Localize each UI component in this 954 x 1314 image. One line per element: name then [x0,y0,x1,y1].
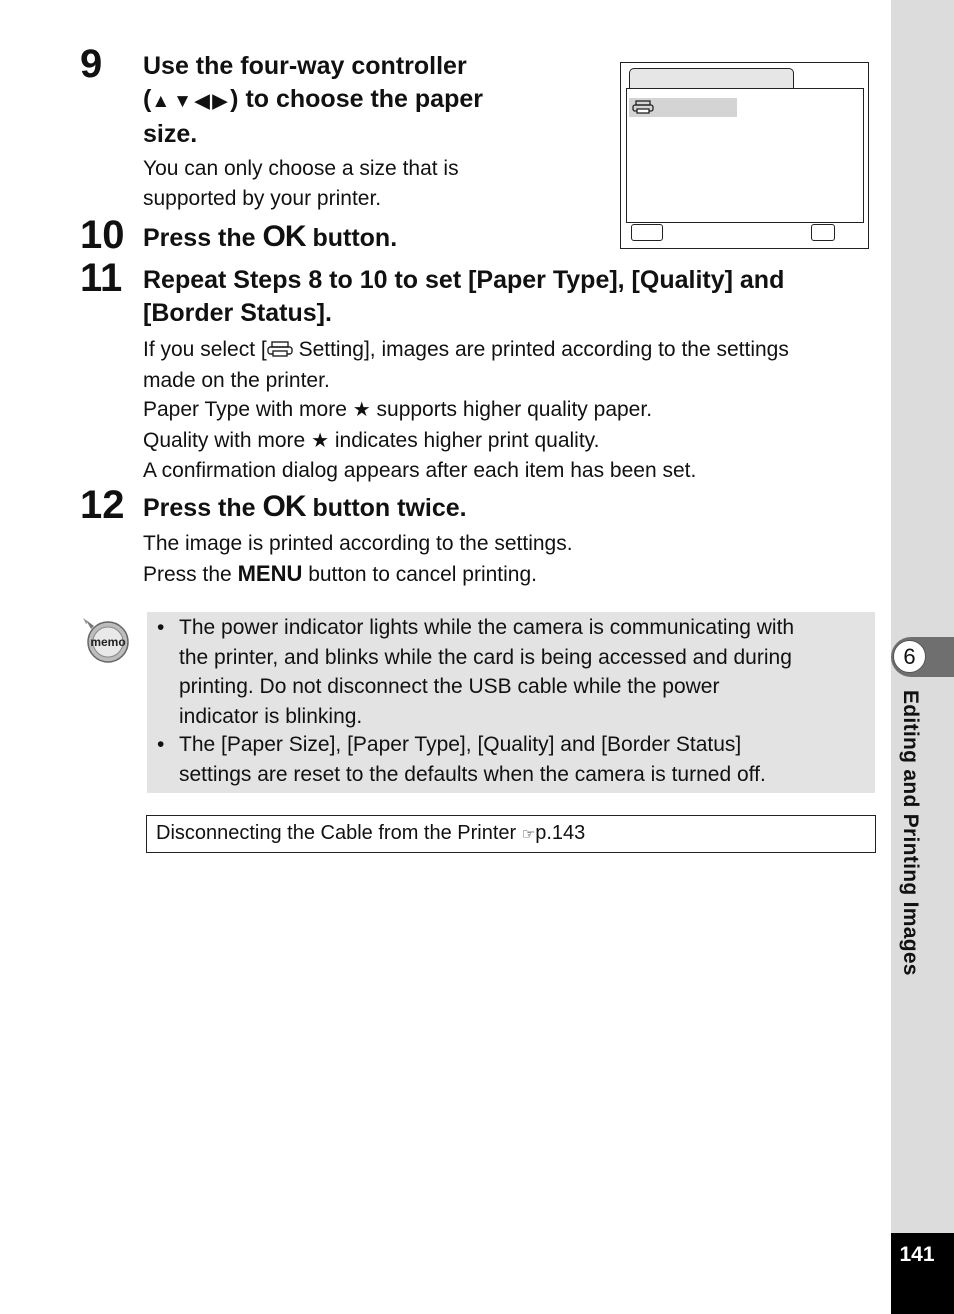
step-9-heading [143,50,583,151]
memo-bullet-1-line: the printer, and blinks while the card is being accessed and during [179,645,792,669]
step-11-body [143,335,883,486]
screen-tab [629,68,794,88]
step-11-body3a: Paper Type with more [143,398,347,421]
step-11-body-line2: made on the printer. [143,368,330,392]
step-11-body3b: supports higher quality paper. [376,398,653,421]
step-11-body1a: If you select [ [143,338,267,361]
memo-icon-label: memo [90,635,126,649]
chapter-number: 6 [893,640,926,673]
step-11-body-line3 [143,395,883,426]
screen-left-button [631,224,663,241]
four-way-arrows-icon: ▲▼◀▶ [151,91,231,112]
chapter-title: Editing and Printing Images [899,690,922,976]
reference-link[interactable] [156,818,585,850]
memo-bullet-1-marker: • [157,616,165,639]
page-number: 141 [899,1243,935,1266]
step-11-body-line5: A confirmation dialog appears after each item has been set. [143,459,697,482]
memo-bullet-1-line: indicator is blinking. [179,704,363,728]
step-12-body [143,529,843,589]
star-icon: ★ [311,429,329,452]
menu-button-icon: MENU [237,560,303,586]
step-11-number: 11 [80,256,123,300]
step-12-body2a: Press the [143,562,232,586]
step-11-body-line1 [143,335,883,366]
ok-button-icon: OK [262,490,306,523]
step-12-body-line1: The image is printed according to the settings. [143,532,573,555]
step-9-heading-line2-rest: ) to choose the paper [230,85,483,113]
printer-icon [632,100,654,119]
step-12-body2b: button to cancel printing. [308,562,538,586]
step-12-number: 12 [80,483,125,527]
memo-bullet-1-line: printing. Do not disconnect the USB cable while the power [179,675,720,698]
step-11-heading-line2: [Border Status]. [143,299,332,327]
memo-bullet-2-marker: • [157,733,165,756]
step-10-heading [143,220,603,255]
pointing-hand-icon: ☞ [521,826,536,843]
paren-open: ( [143,85,152,113]
step-12-pre: Press the [143,494,256,522]
memo-bullet-1 [179,613,869,731]
step-11-body4b: indicates higher print quality. [334,428,600,452]
step-9-body-line1: You can only choose a size that is [143,157,459,180]
ok-button-icon: OK [262,220,306,253]
step-9-body [143,154,583,213]
step-9-heading-line3: size. [143,120,198,148]
step-9-heading-line1: Use the four-way controller [143,52,467,80]
step-10-number: 10 [80,213,125,257]
star-icon: ★ [352,399,371,421]
screen-right-button [811,224,835,241]
step-11-body1b: Setting], images are printed according to the settings [292,338,789,361]
memo-icon [80,616,132,669]
step-10-post: button. [312,224,398,252]
step-9-heading-line2 [143,83,583,118]
step-12-body-line2 [143,559,843,590]
step-11-heading [143,264,883,330]
step-12-post: button twice. [312,494,467,522]
step-11-body4a: Quality with more [143,428,306,452]
step-11-body-line4 [143,426,883,457]
memo-bullet-1-line: The power indicator lights while the camera is communicating with [179,616,795,639]
step-10-pre: Press the [143,224,256,252]
reference-page: p.143 [535,822,586,844]
step-9-body-line2: supported by your printer. [143,186,382,210]
memo-bullet-2-line: The [Paper Size], [Paper Type], [Quality] and [Border Status] [179,733,742,756]
reference-text: Disconnecting the Cable from the Printer [156,822,517,844]
step-9-number: 9 [80,42,103,86]
step-11-heading-line1: Repeat Steps 8 to 10 to set [Paper Type], [Quality] and [143,266,785,294]
step-12-heading [143,490,743,525]
printer-icon [267,336,293,366]
memo-bullet-2 [179,730,869,789]
memo-bullet-2-line: settings are reset to the defaults when the camera is turned off. [179,762,766,786]
